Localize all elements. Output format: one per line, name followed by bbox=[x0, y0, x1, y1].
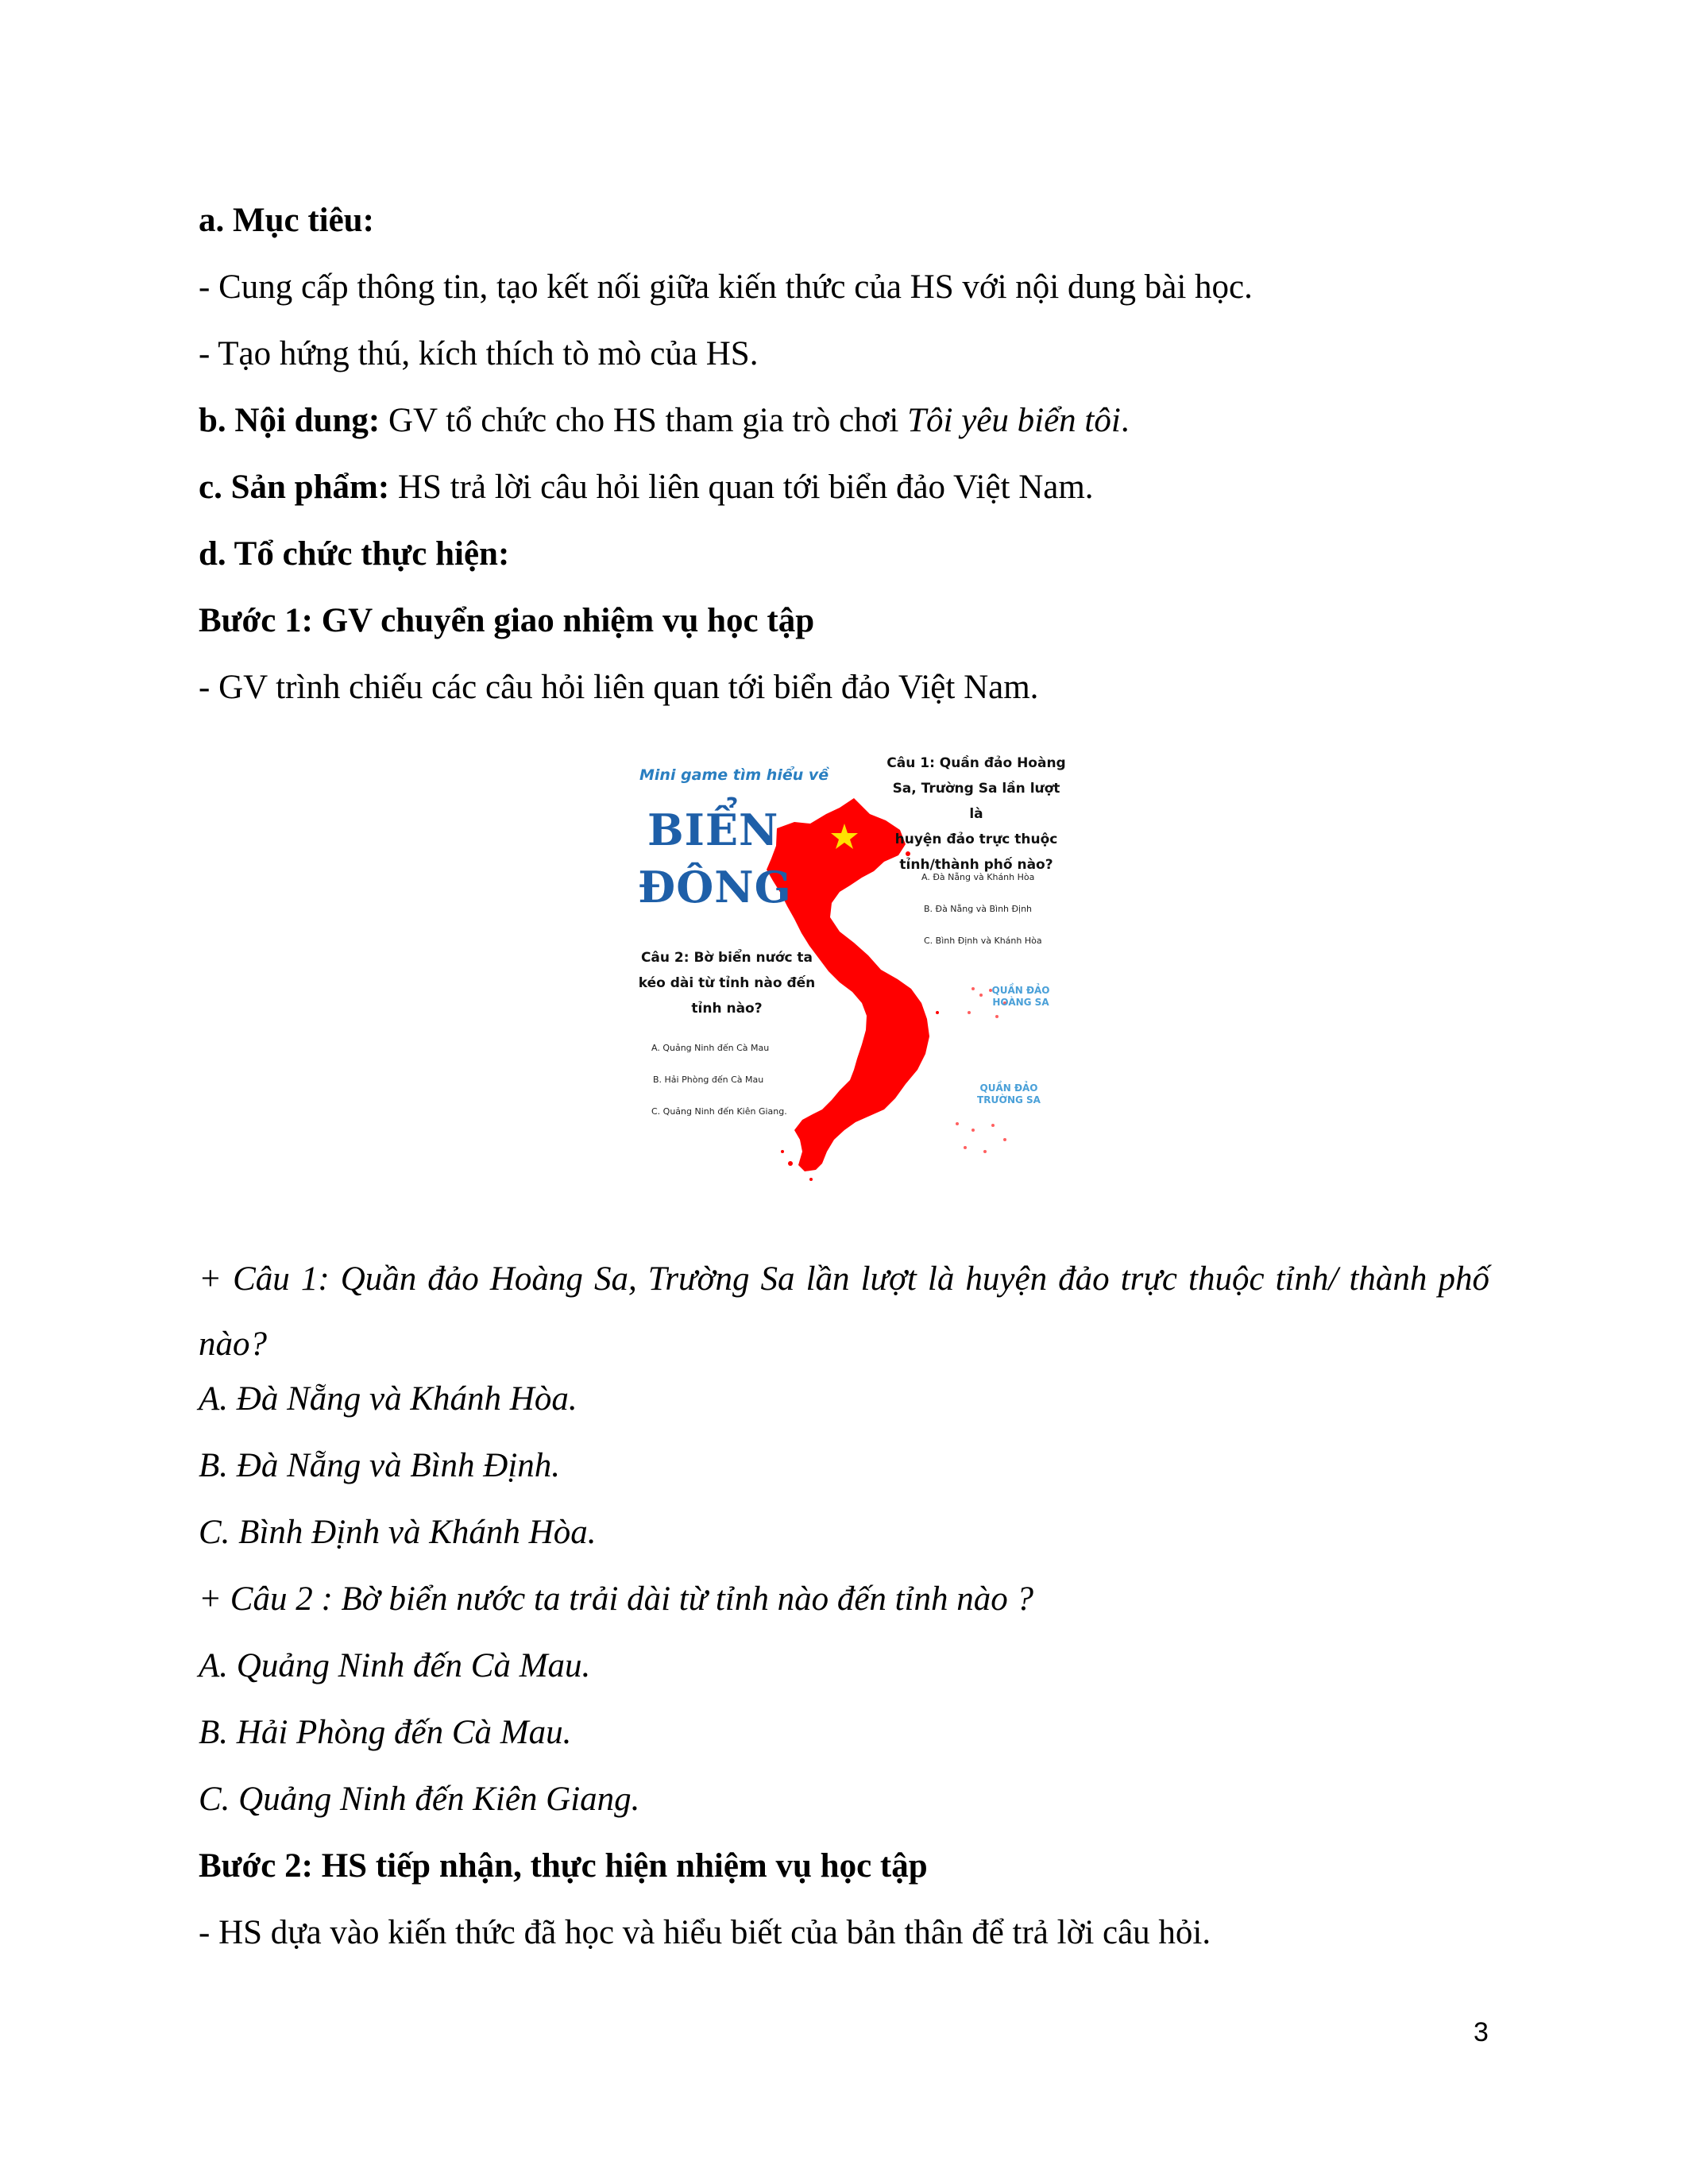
hoang-sa-label-line: HOÀNG SA bbox=[992, 997, 1049, 1008]
truong-sa-label-line: TRƯỜNG SA bbox=[977, 1094, 1041, 1106]
section-b-label: b. Nội dung: bbox=[199, 402, 380, 439]
figure-q1-title bbox=[884, 751, 1068, 878]
figure-title-line1: BIỂN bbox=[647, 805, 779, 855]
section-d-heading: d. Tổ chức thực hiện: bbox=[199, 535, 510, 573]
mini-game-figure bbox=[632, 751, 1068, 1215]
figure-q1-title-line: Sa, Trường Sa lần lượt là bbox=[892, 781, 1060, 822]
hoang-sa-label bbox=[985, 985, 1056, 1009]
figure-q1-title-line: Câu 1: Quần đảo Hoàng bbox=[886, 755, 1066, 771]
question1-text: + Câu 1: Quần đảo Hoàng Sa, Trường Sa lần lượt là huyện đảo trực thuộc tỉnh/ thành phố nào? bbox=[199, 1260, 1489, 1363]
figure-q2-title-line: Câu 2: Bờ biển nước ta bbox=[640, 950, 813, 966]
truong-sa-label bbox=[973, 1082, 1045, 1106]
truong-sa-label-line: QUẦN ĐẢO bbox=[979, 1082, 1038, 1094]
figure-q2-title bbox=[632, 945, 822, 1021]
figure-title-line2: ĐÔNG bbox=[638, 862, 792, 913]
figure-q1-title-line: tỉnh/thành phố nào? bbox=[899, 857, 1053, 873]
section-c-text: HS trả lời câu hỏi liên quan tới biển đảo Việt Nam. bbox=[389, 469, 1094, 506]
figure-subtitle: Mini game tìm hiểu về bbox=[639, 766, 829, 784]
figure-q1-option: A. Đà Nẵng và Khánh Hòa bbox=[921, 872, 1035, 882]
figure-q2-title-line: tỉnh nào? bbox=[691, 1001, 763, 1017]
spratly-dots bbox=[956, 1122, 1006, 1153]
figure-q2-option: A. Quảng Ninh đến Cà Mau bbox=[651, 1043, 770, 1053]
section-c-label: c. Sản phẩm: bbox=[199, 469, 390, 506]
step2-text: - HS dựa vào kiến thức đã học và hiểu biết của bản thân để trả lời câu hỏi. bbox=[199, 1914, 1211, 1951]
step2-heading: Bước 2: HS tiếp nhận, thực hiện nhiệm vụ học tập bbox=[199, 1847, 928, 1885]
question1-option-c: C. Bình Định và Khánh Hòa. bbox=[199, 1514, 597, 1551]
figure-q2-option: B. Hải Phòng đến Cà Mau bbox=[653, 1075, 764, 1085]
question2-option-c: C. Quảng Ninh đến Kiên Giang. bbox=[199, 1781, 640, 1818]
section-b-end: . bbox=[1120, 402, 1130, 439]
section-c bbox=[199, 464, 1094, 511]
page-number: 3 bbox=[1474, 2017, 1489, 2047]
section-a-heading: a. Mục tiêu: bbox=[199, 202, 374, 239]
question2-option-a: A. Quảng Ninh đến Cà Mau. bbox=[199, 1647, 591, 1684]
figure-q2-option: C. Quảng Ninh đến Kiên Giang. bbox=[651, 1106, 787, 1117]
step1-text: - GV trình chiếu các câu hỏi liên quan tới biển đảo Việt Nam. bbox=[199, 669, 1039, 706]
figure-q2-title-line: kéo dài từ tỉnh nào đến bbox=[638, 975, 816, 991]
hoang-sa-label-line: QUẦN ĐẢO bbox=[991, 985, 1050, 996]
question1-option-a: A. Đà Nẵng và Khánh Hòa. bbox=[199, 1380, 577, 1418]
step1-heading: Bước 1: GV chuyển giao nhiệm vụ học tập bbox=[199, 602, 815, 639]
figure-q1-option: C. Bình Định và Khánh Hòa bbox=[924, 936, 1042, 946]
section-a-item-1: - Cung cấp thông tin, tạo kết nối giữa kiến thức của HS với nội dung bài học. bbox=[199, 268, 1253, 306]
figure-q1-title-line: huyện đảo trực thuộc bbox=[894, 832, 1058, 847]
question2-text: + Câu 2 : Bờ biển nước ta trải dài từ tỉnh nào đến tỉnh nào ? bbox=[199, 1580, 1034, 1618]
section-b-text: GV tổ chức cho HS tham gia trò chơi bbox=[380, 402, 908, 439]
figure-q1-option: B. Đà Nẵng và Bình Định bbox=[924, 904, 1033, 914]
game-name: Tôi yêu biển tôi bbox=[907, 402, 1121, 439]
section-b bbox=[199, 397, 1130, 445]
section-a-item-2: - Tạo hứng thú, kích thích tò mò của HS. bbox=[199, 335, 759, 372]
question2-option-b: B. Hải Phòng đến Cà Mau. bbox=[199, 1714, 572, 1751]
question1-option-b: B. Đà Nẵng và Bình Định. bbox=[199, 1447, 561, 1484]
